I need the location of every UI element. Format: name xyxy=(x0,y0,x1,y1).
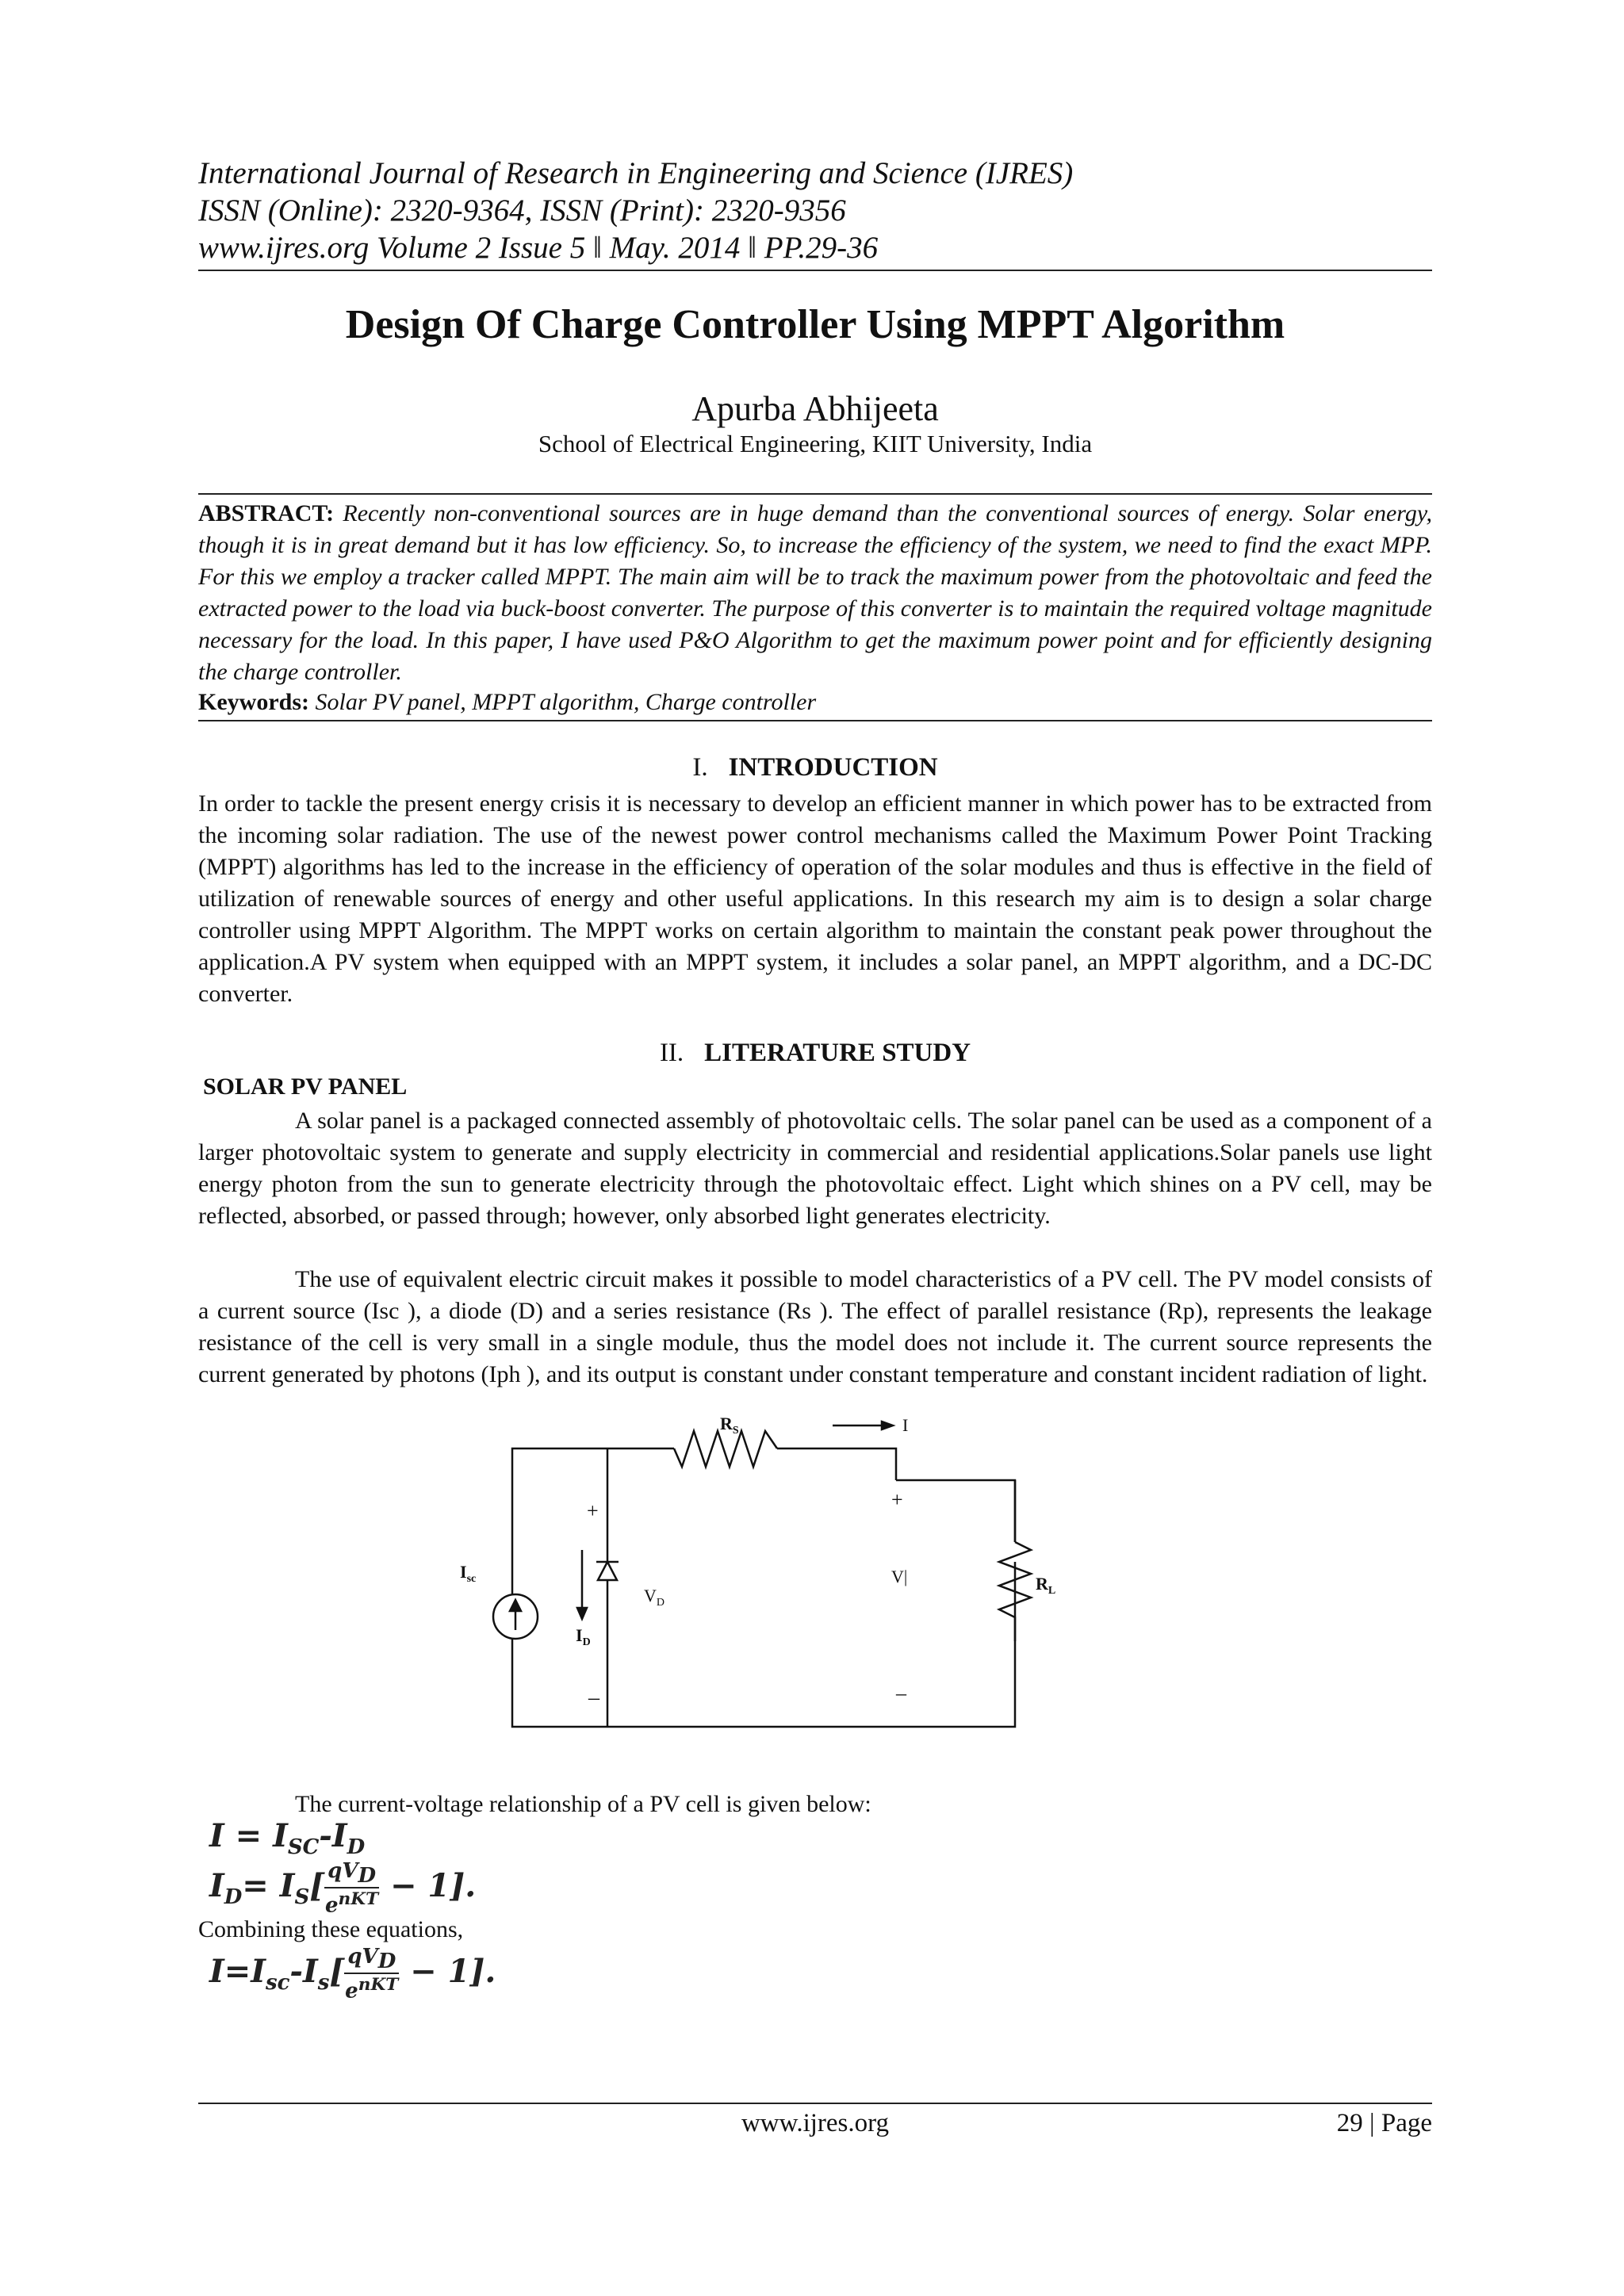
paper-title: Design Of Charge Controller Using MPPT Algorithm xyxy=(345,302,1285,347)
footer-page-number: 29 | Page xyxy=(1336,2109,1432,2137)
section-number: I. xyxy=(692,753,708,782)
header-rule xyxy=(198,270,1432,271)
combining-text: Combining these equations, xyxy=(198,1916,464,1942)
equation-3: $I=I_{sc}-I_s$[ $\frac{qV_D}{e^{nKT}}$ − 1]. xyxy=(209,1945,496,2003)
abstract xyxy=(198,498,1432,688)
paper-page xyxy=(198,0,1432,2296)
rs-label: $R_S$ xyxy=(720,1414,739,1437)
abstract-bottom-rule xyxy=(198,720,1432,721)
author-affiliation: School of Electrical Engineering, KIIT University, India xyxy=(538,430,1093,457)
keywords-label: Keywords: xyxy=(198,689,309,715)
subheading-solar-pv-panel: SOLAR PV PANEL xyxy=(203,1073,408,1100)
keywords-text: Solar PV panel, MPPT algorithm, Charge controller xyxy=(308,689,817,715)
abstract-top-rule xyxy=(198,493,1432,495)
equation-2: $I_D= I_S$[ $\frac{qV_D}{e^{nKT}}$ − 1]. xyxy=(209,1859,477,1918)
journal-volume: www.ijres.org Volume 2 Issue 5 ǁ May. 2014 ǁ PP.29-36 xyxy=(198,231,879,265)
rl-label: $R_L$ xyxy=(1036,1574,1056,1597)
abstract-text: Recently non-conventional sources are in huge demand than the conventional sources of energy. Solar energy, though it is in great demand but it has low efficiency. So, to increase the efficiency of the system, we need to find the exact MPP. For this we employ a tracker called MPPT. The main aim will be to track the maximum power from the photovoltaic and feed the extracted power to the load via buck-boost converter. The purpose of this converter is to maintain the required voltage magnitude necessary for the load. In this paper, I have used P&O Algorithm to get the maximum power point and for efficiently designing the charge controller. xyxy=(198,500,1432,685)
literature-paragraph-1: A solar panel is a packaged connected assembly of photovoltaic cells. The solar panel can be used as a component of a larger photovoltaic system to generate and supply electricity in commercial and residential applications.Solar panels use light energy photon from the sun to generate electricity through the photovoltaic effect. Light which shines on a PV cell, may be reflected, absorbed, or passed through; however, only absorbed light generates electricity. xyxy=(198,1108,1432,1229)
literature-paragraph-3: The current-voltage relationship of a PV cell is given below: xyxy=(295,1791,871,1817)
isc-label: $I_{sc}$ xyxy=(460,1562,477,1585)
section-title: INTRODUCTION xyxy=(728,753,938,782)
vd-label: $V_D$ xyxy=(644,1586,665,1609)
pv-cell-circuit-diagram xyxy=(460,1411,1118,1744)
vd-minus: – xyxy=(588,1686,599,1710)
v-plus: + xyxy=(891,1488,903,1511)
section-heading-introduction xyxy=(198,753,1432,783)
footer-site: www.ijres.org xyxy=(741,2109,890,2137)
abstract-label: ABSTRACT: xyxy=(198,500,335,526)
section-heading-literature xyxy=(198,1039,1432,1068)
section-title: LITERATURE STUDY xyxy=(704,1039,971,1067)
journal-name: International Journal of Research in Engineering and Science (IJRES) xyxy=(198,156,1074,190)
author-name: Apurba Abhijeeta xyxy=(691,389,939,428)
current-label: I xyxy=(902,1415,909,1435)
section-number: II. xyxy=(659,1039,684,1067)
keywords xyxy=(198,687,1432,718)
journal-issn: ISSN (Online): 2320-9364, ISSN (Print): 2320-9356 xyxy=(198,193,846,228)
footer-rule xyxy=(198,2103,1432,2104)
v-minus: – xyxy=(896,1682,906,1705)
v-label: V| xyxy=(891,1567,908,1586)
vd-plus: + xyxy=(587,1499,599,1522)
introduction-paragraph: In order to tackle the present energy crisis it is necessary to develop an efficient manner in which power has to be extracted from the incoming solar radiation. The use of the newest power control mechanisms called the Maximum Power Point Tracking (MPPT) algorithms has led to the increase in the efficiency of operation of the solar modules and thus is effective in the field of utilization of renewable sources of energy and other useful applications. In this research my aim is to design a solar charge controller using MPPT Algorithm. The MPPT works on certain algorithm to maintain the constant peak power throughout the application.A PV system when equipped with an MPPT system, it includes a solar panel, an MPPT algorithm, and a DC-DC converter. xyxy=(198,790,1432,1007)
equation-1: $I = I_{SC}-I_D$ xyxy=(209,1817,366,1859)
id-label: $I_D$ xyxy=(576,1625,591,1648)
literature-paragraph-2: The use of equivalent electric circuit makes it possible to model characteristics of a PV cell. The PV model consists of a current source (Isc ), a diode (D) and a series resistance (Rs ). The effect of parallel resistance (Rp), represents the leakage resistance of the cell is very small in a single module, thus the model does not include it. The current source represents the current generated by photons (Iph ), and its output is constant under constant temperature and constant incident radiation of light. xyxy=(198,1266,1432,1387)
